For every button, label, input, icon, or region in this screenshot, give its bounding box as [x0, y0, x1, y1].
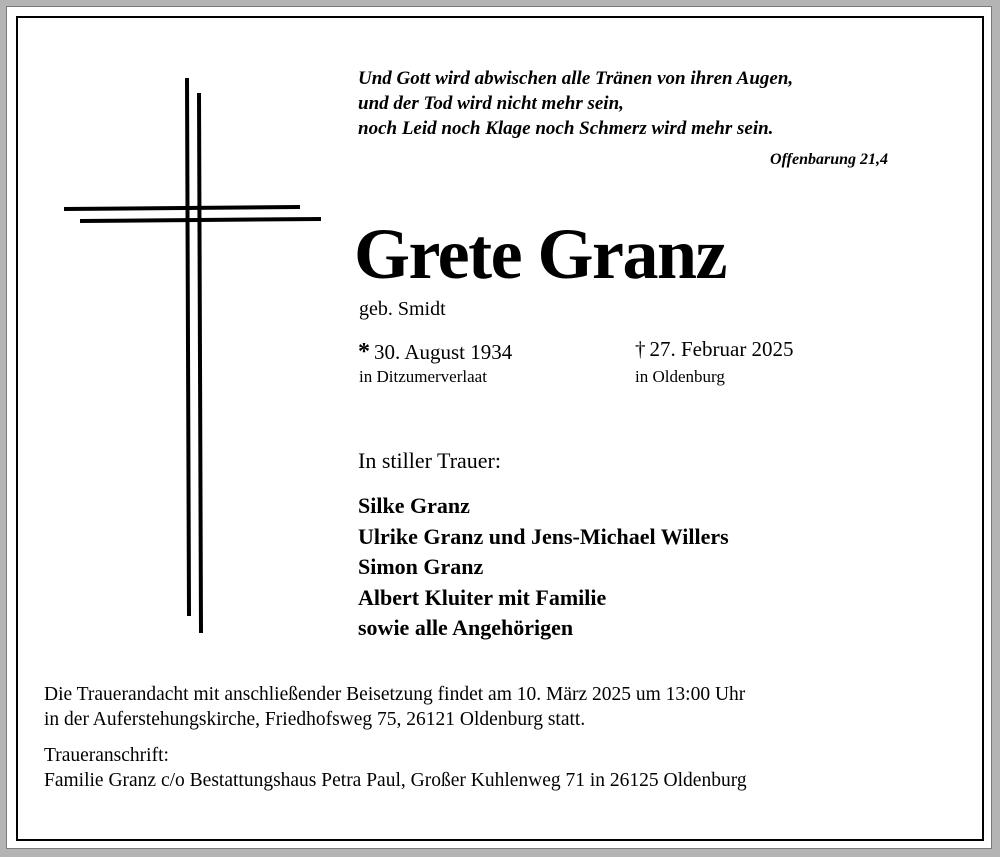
verse-line: Und Gott wird abwischen alle Tränen von ihren Augen, — [358, 68, 794, 89]
death-date-line — [635, 337, 794, 362]
mourner-name: sowie alle Angehörigen — [358, 615, 574, 640]
death-symbol: † — [635, 337, 646, 361]
birth-date-line — [358, 339, 512, 366]
mourners-list — [358, 491, 729, 644]
death-date: 27. Februar 2025 — [649, 337, 794, 361]
mourner-name: Ulrike Granz und Jens-Michael Willers — [358, 523, 729, 549]
service-announcement — [44, 682, 974, 732]
verse-line: und der Tod wird nicht mehr sein, — [358, 93, 624, 114]
verse-line: noch Leid noch Klage noch Schmerz wird mehr sein. — [358, 118, 774, 139]
service-line: in der Auferstehungskirche, Friedhofsweg 75, 26121 Oldenburg statt. — [44, 709, 586, 730]
condolence-address — [44, 743, 974, 793]
address-label: Traueranschrift: — [44, 745, 169, 766]
death-place: in Oldenburg — [635, 367, 725, 386]
mourner-name: Simon Granz — [358, 554, 484, 579]
mourner-name: Albert Kluiter mit Familie — [358, 584, 607, 610]
birth-place: in Ditzumerverlaat — [359, 367, 487, 386]
service-line: Die Trauerandacht mit anschließender Beisetzung findet am 10. März 2025 um 13:00 Uhr — [44, 684, 746, 705]
mourning-title: In stiller Trauer: — [358, 448, 501, 473]
mourner-name: Silke Granz — [358, 493, 470, 518]
obituary-card — [6, 6, 992, 849]
address-text: Familie Granz c/o Bestattungshaus Petra Paul, Großer Kuhlenweg 71 in 26125 Oldenburg — [44, 770, 747, 791]
deceased-name: Grete Granz — [354, 214, 727, 294]
verse-source: Offenbarung 21,4 — [770, 151, 888, 168]
birth-date: 30. August 1934 — [374, 340, 513, 364]
cross-icon — [62, 76, 332, 648]
birth-symbol: * — [358, 339, 370, 365]
bible-verse — [358, 66, 878, 141]
obituary-frame — [16, 16, 984, 841]
maiden-name: geb. Smidt — [359, 298, 446, 320]
